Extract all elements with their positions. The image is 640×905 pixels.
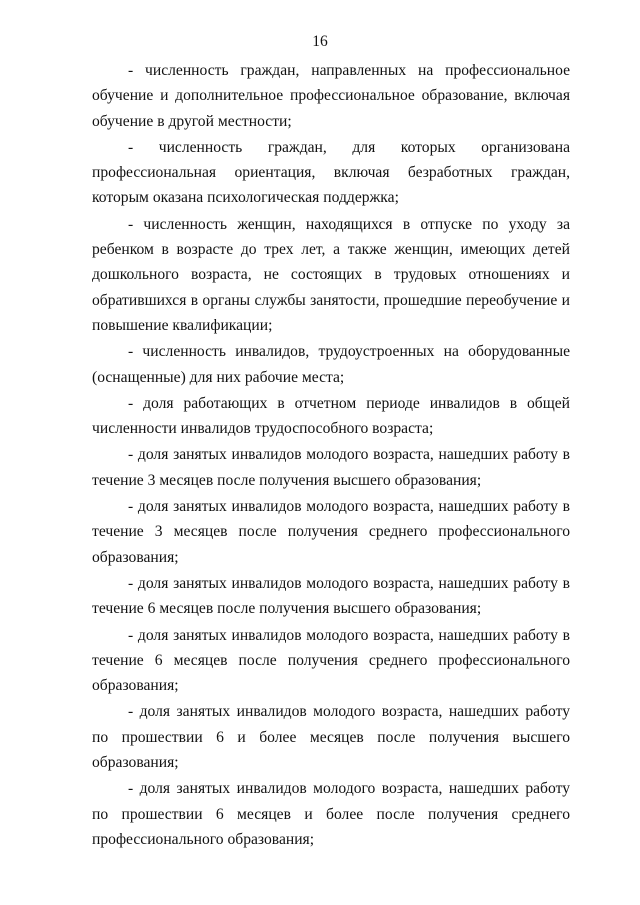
page-number: 16 bbox=[312, 33, 328, 50]
paragraph-7: - доля занятых инвалидов молодого возраста, нашедших работу в течение 3 месяцев после получения среднего профессионального образования; bbox=[92, 498, 570, 566]
paragraph-5: - доля работающих в отчетном периоде инвалидов в общей численности инвалидов трудоспособного возраста; bbox=[92, 394, 570, 438]
paragraph-3: - численность женщин, находящихся в отпуске по уходу за ребенком в возрасте до трех лет, а также женщин, имеющих детей дошкольного возраста, не состоящих в трудовых отношениях и обратившихся в органы службы занятости, прошедшие переобучение и повышение квалификации; bbox=[92, 215, 570, 334]
paragraph-9: - доля занятых инвалидов молодого возраста, нашедших работу в течение 6 месяцев после получения среднего профессионального образования; bbox=[92, 626, 570, 695]
paragraph-6: - доля занятых инвалидов молодого возраста, нашедших работу в течение 3 месяцев после получения высшего образования; bbox=[92, 446, 570, 489]
document-body bbox=[92, 58, 570, 852]
paragraph-8: - доля занятых инвалидов молодого возраста, нашедших работу в течение 6 месяцев после получения высшего образования; bbox=[92, 574, 570, 618]
paragraph-10: - доля занятых инвалидов молодого возраста, нашедших работу по прошествии 6 и более месяцев после получения высшего образования; bbox=[92, 703, 570, 772]
paragraph-11: - доля занятых инвалидов молодого возраста, нашедших работу по прошествии 6 месяцев и более после получения среднего профессионального образования; bbox=[92, 780, 570, 848]
paragraph-1: - численность граждан, направленных на профессиональное обучение и дополнительное профессиональное образование, включая обучение в другой местности; bbox=[92, 62, 570, 130]
paragraph-2: - численность граждан, для которых организована профессиональная ориентация, включая безработных граждан, которым оказана психологическая поддержка; bbox=[92, 138, 570, 207]
paragraph-4: - численность инвалидов, трудоустроенных на оборудованные (оснащенные) для них рабочие места; bbox=[92, 343, 570, 386]
